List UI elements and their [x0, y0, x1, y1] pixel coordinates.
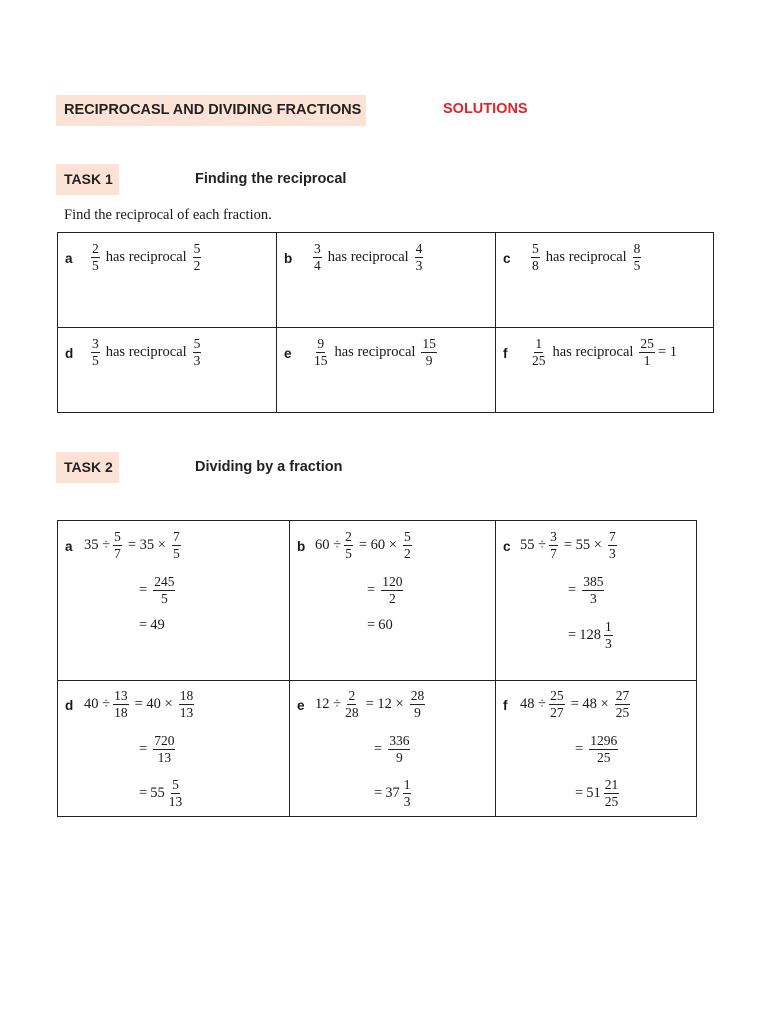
denominator: 3 [608, 545, 616, 561]
result-fraction [604, 619, 613, 651]
reciprocal-fraction [615, 688, 631, 720]
numerator: 336 [389, 733, 410, 748]
dividend: 55 ÷ [520, 536, 547, 553]
numerator: 5 [193, 241, 201, 256]
division-line-2 [136, 574, 178, 606]
task1-instruction: Find the reciprocal of each fraction. [64, 207, 272, 223]
reciprocal-expression [310, 336, 440, 368]
reciprocal-fraction [639, 336, 655, 368]
result-whole: 128 [579, 626, 601, 643]
reciprocal-fraction [421, 336, 437, 368]
division-table [57, 520, 697, 817]
numerator: 25 [550, 688, 564, 703]
reciprocal-fraction [403, 529, 412, 561]
reciprocal-expression [528, 241, 644, 273]
denominator: 9 [395, 749, 403, 765]
reciprocal-expression [88, 241, 204, 273]
numerator: 4 [415, 241, 423, 256]
result-whole: 37 [385, 784, 400, 801]
product-fraction [582, 574, 604, 606]
mixed-number [579, 619, 616, 651]
reciprocal-cell-a [58, 233, 277, 328]
fraction [313, 241, 322, 273]
task2-tag: TASK 2 [56, 452, 119, 483]
multiply-step: = 35 × [127, 536, 166, 553]
divisor-fraction [344, 529, 353, 561]
multiply-step: = 12 × [365, 695, 404, 712]
denominator: 25 [615, 704, 630, 720]
item-letter: c [503, 251, 511, 266]
reciprocal-fraction [172, 529, 181, 561]
division-line-2 [572, 733, 621, 765]
denominator: 1 [643, 352, 651, 368]
numerator: 2 [348, 688, 356, 703]
result-whole: 51 [586, 784, 601, 801]
denominator: 13 [179, 704, 194, 720]
result-fraction [604, 777, 620, 809]
denominator: 5 [633, 257, 641, 273]
equals-sign: = [374, 740, 383, 757]
product-fraction [589, 733, 618, 765]
reciprocal-expression [88, 336, 204, 368]
division-line-2 [371, 733, 413, 765]
numerator: 5 [403, 529, 411, 544]
division-result [136, 777, 186, 809]
has-reciprocal-text: has reciprocal [105, 248, 187, 265]
numerator: 7 [172, 529, 180, 544]
denominator: 2 [403, 545, 411, 561]
mixed-number [385, 777, 414, 809]
result-whole: 55 [150, 784, 165, 801]
numerator: 9 [317, 336, 325, 351]
denominator: 5 [172, 545, 180, 561]
numerator: 8 [633, 241, 641, 256]
denominator: 5 [345, 545, 352, 561]
denominator: 7 [114, 545, 121, 561]
reciprocal-fraction [193, 336, 202, 368]
reciprocal-fraction [608, 529, 617, 561]
result-fraction [403, 777, 412, 809]
fraction [313, 336, 329, 368]
has-reciprocal-text: has reciprocal [105, 343, 187, 360]
item-letter: b [297, 539, 306, 554]
denominator: 3 [589, 590, 597, 606]
denominator: 3 [193, 352, 201, 368]
dividend: 12 ÷ [315, 695, 342, 712]
item-letter: f [503, 346, 508, 361]
task1-tag: TASK 1 [56, 164, 119, 195]
denominator: 15 [314, 352, 328, 368]
dividend: 60 ÷ [315, 536, 342, 553]
numerator: 1 [535, 336, 543, 351]
reciprocal-cell-b [277, 233, 496, 328]
numerator: 25 [640, 336, 654, 351]
reciprocal-table [57, 232, 714, 413]
divisor-fraction [549, 529, 558, 561]
denominator: 9 [414, 704, 421, 720]
denominator: 3 [403, 793, 411, 809]
fraction [91, 241, 100, 273]
mixed-number [150, 777, 186, 809]
numerator: 7 [608, 529, 616, 544]
reciprocal-expression [310, 241, 426, 273]
denominator: 28 [345, 704, 359, 720]
denominator: 5 [92, 352, 99, 368]
equals-sign: = [575, 784, 584, 801]
product-fraction [381, 574, 403, 606]
denominator: 9 [425, 352, 433, 368]
reciprocal-expression [528, 336, 677, 368]
numerator: 13 [114, 688, 128, 703]
multiply-step: = 40 × [134, 695, 173, 712]
product-fraction [153, 574, 175, 606]
reciprocal-cell-d [58, 328, 277, 413]
division-result [364, 617, 393, 634]
reciprocal-fraction [633, 241, 642, 273]
dividend: 48 ÷ [520, 695, 547, 712]
equals-sign: = [568, 626, 577, 643]
item-letter: e [297, 698, 305, 713]
numerator: 15 [422, 336, 436, 351]
equals-sign: = [139, 581, 148, 598]
equals-sign: = [374, 784, 383, 801]
item-letter: a [65, 251, 73, 266]
equals-sign: = [568, 581, 577, 598]
multiply-step: = 60 × [358, 536, 397, 553]
numerator: 720 [154, 733, 175, 748]
divisor-fraction [549, 688, 565, 720]
division-result [565, 619, 616, 651]
equals-sign: = [139, 740, 148, 757]
division-cell-d [58, 681, 290, 817]
denominator: 7 [550, 545, 557, 561]
denominator: 5 [160, 590, 168, 606]
division-cell-e [290, 681, 496, 817]
solutions-label: SOLUTIONS [443, 101, 528, 117]
denominator: 13 [157, 749, 172, 765]
division-cell-f [496, 681, 697, 817]
divisor-fraction [344, 688, 360, 720]
multiply-step: = 48 × [570, 695, 609, 712]
numerator: 1296 [590, 733, 618, 748]
product-fraction [153, 733, 175, 765]
equals-one: = 1 [657, 343, 677, 360]
denominator: 25 [604, 793, 619, 809]
denominator: 18 [114, 704, 128, 720]
worksheet-title: RECIPROCASL AND DIVIDING FRACTIONS [56, 95, 366, 126]
item-letter: e [284, 346, 292, 361]
division-line-2 [565, 574, 607, 606]
numerator: 3 [550, 529, 557, 544]
task1-title: Finding the reciprocal [195, 171, 347, 187]
division-line-1 [84, 529, 184, 561]
division-result [136, 617, 165, 634]
numerator: 3 [92, 336, 99, 351]
division-line-1 [84, 688, 197, 720]
division-line-1 [315, 529, 415, 561]
item-letter: d [65, 698, 74, 713]
reciprocal-cell-f [496, 328, 714, 413]
denominator: 25 [532, 352, 546, 368]
item-letter: d [65, 346, 74, 361]
division-result [371, 777, 414, 809]
fraction [531, 336, 547, 368]
reciprocal-fraction [193, 241, 202, 273]
numerator: 2 [345, 529, 352, 544]
denominator: 8 [532, 257, 539, 273]
division-cell-b [290, 521, 496, 681]
equals-sign: = [367, 581, 376, 598]
numerator: 21 [604, 777, 619, 792]
denominator: 3 [604, 635, 612, 651]
denominator: 27 [550, 704, 564, 720]
has-reciprocal-text: has reciprocal [334, 343, 416, 360]
numerator: 5 [193, 336, 201, 351]
reciprocal-cell-e [277, 328, 496, 413]
numerator: 1 [403, 777, 411, 792]
division-cell-c [496, 521, 697, 681]
numerator: 1 [604, 619, 612, 634]
numerator: 27 [615, 688, 630, 703]
item-letter: a [65, 539, 73, 554]
division-result [572, 777, 622, 809]
item-letter: b [284, 251, 293, 266]
numerator: 5 [172, 777, 179, 792]
reciprocal-fraction [415, 241, 424, 273]
dividend: 35 ÷ [84, 536, 111, 553]
reciprocal-fraction [179, 688, 195, 720]
item-letter: f [503, 698, 508, 713]
reciprocal-cell-c [496, 233, 714, 328]
fraction [531, 241, 540, 273]
numerator: 5 [532, 241, 539, 256]
result-whole: 60 [378, 617, 393, 633]
result-whole: 49 [150, 617, 165, 633]
division-line-2 [136, 733, 178, 765]
item-letter: c [503, 539, 511, 554]
denominator: 2 [193, 257, 201, 273]
divisor-fraction [113, 529, 122, 561]
numerator: 2 [92, 241, 99, 256]
has-reciprocal-text: has reciprocal [545, 248, 627, 265]
division-line-1 [520, 688, 633, 720]
denominator: 25 [596, 749, 611, 765]
division-line-1 [315, 688, 428, 720]
dividend: 40 ÷ [84, 695, 111, 712]
equals-sign: = [139, 617, 148, 633]
has-reciprocal-text: has reciprocal [552, 343, 634, 360]
division-line-2 [364, 574, 406, 606]
multiply-step: = 55 × [563, 536, 602, 553]
divisor-fraction [113, 688, 129, 720]
mixed-number [586, 777, 622, 809]
division-cell-a [58, 521, 290, 681]
equals-sign: = [139, 784, 148, 801]
denominator: 13 [168, 793, 183, 809]
denominator: 2 [388, 590, 396, 606]
fraction [91, 336, 100, 368]
numerator: 18 [179, 688, 194, 703]
task2-title: Dividing by a fraction [195, 459, 343, 475]
numerator: 385 [583, 574, 604, 589]
equals-sign: = [575, 740, 584, 757]
equals-sign: = [367, 617, 376, 633]
numerator: 5 [114, 529, 121, 544]
has-reciprocal-text: has reciprocal [327, 248, 409, 265]
numerator: 3 [314, 241, 321, 256]
denominator: 5 [92, 257, 99, 273]
numerator: 245 [154, 574, 175, 589]
denominator: 4 [314, 257, 321, 273]
denominator: 3 [415, 257, 423, 273]
result-fraction [168, 777, 184, 809]
division-line-1 [520, 529, 620, 561]
numerator: 120 [382, 574, 403, 589]
numerator: 28 [410, 688, 425, 703]
reciprocal-fraction [410, 688, 426, 720]
product-fraction [388, 733, 410, 765]
